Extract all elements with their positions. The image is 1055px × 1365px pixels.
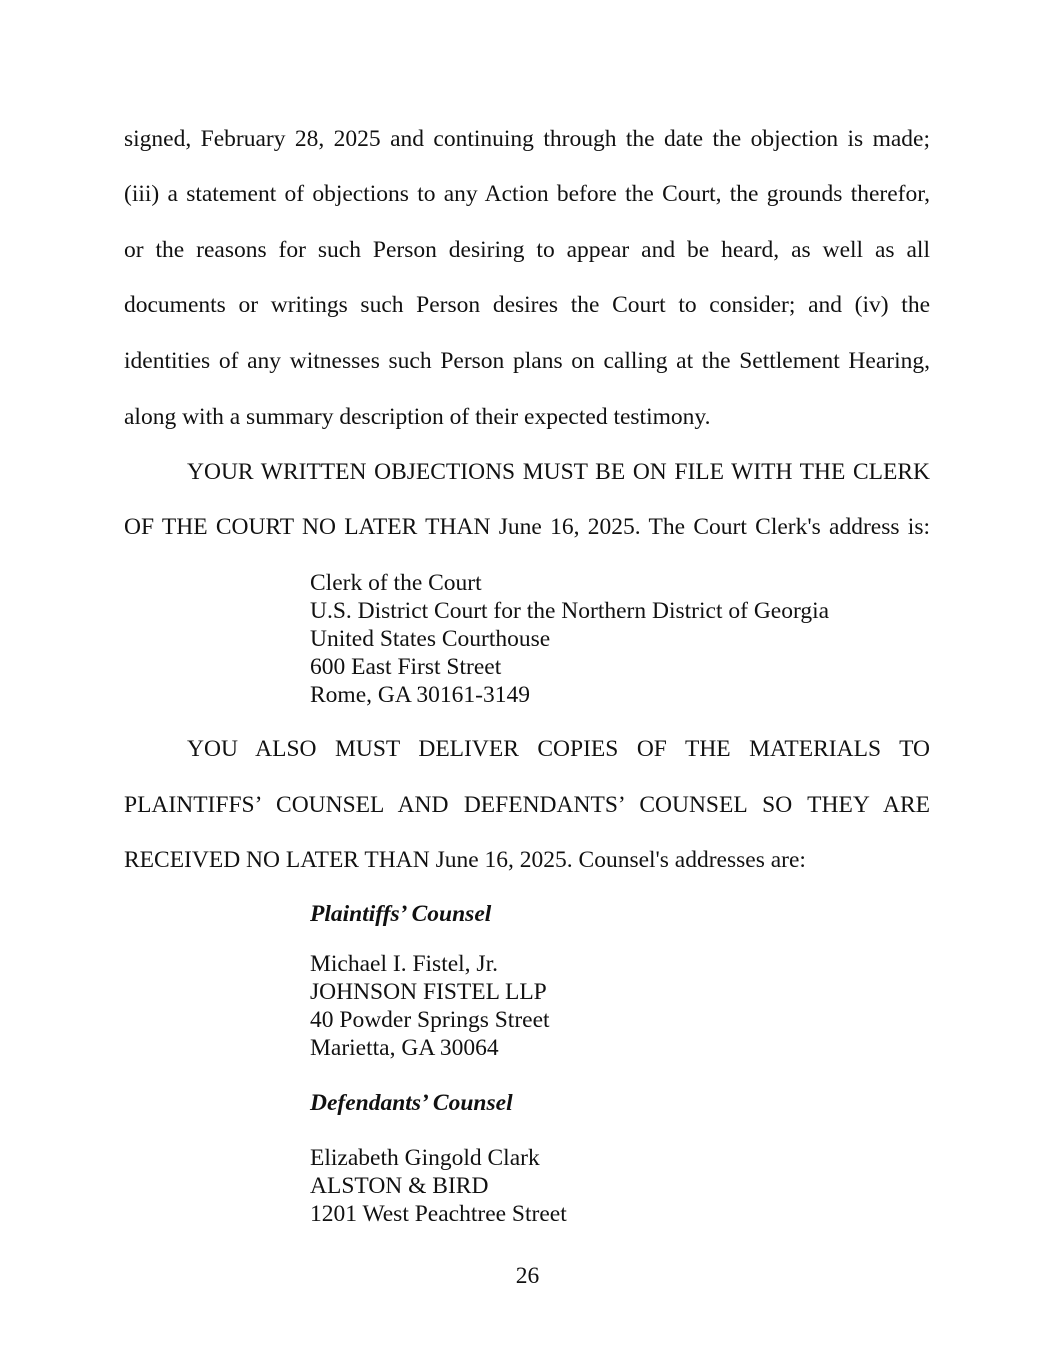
body-line: OF THE COURT NO LATER THAN June 16, 2025. The Court Clerk's address is: [124, 514, 930, 540]
body-line: (iii) a statement of objections to any Action before the Court, the grounds therefor, [124, 181, 930, 207]
address-line: Elizabeth Gingold Clark [310, 1145, 540, 1171]
defendants-counsel-address [310, 1144, 567, 1228]
address-line: JOHNSON FISTEL LLP [310, 979, 547, 1005]
body-line: PLAINTIFFS’ COUNSEL AND DEFENDANTS’ COUNSEL SO THEY ARE [124, 792, 930, 818]
body-line: documents or writings such Person desires the Court to consider; and (iv) the [124, 292, 930, 318]
plaintiffs-counsel-address [310, 950, 550, 1062]
body-line: or the reasons for such Person desiring to appear and be heard, as well as all [124, 237, 930, 263]
clerk-address-block [310, 569, 829, 709]
plaintiffs-counsel-heading: Plaintiffs’ Counsel [310, 901, 492, 927]
address-line: Marietta, GA 30064 [310, 1035, 499, 1061]
defendants-counsel-heading: Defendants’ Counsel [310, 1090, 513, 1116]
address-line: Rome, GA 30161-3149 [310, 682, 530, 708]
address-line: United States Courthouse [310, 626, 551, 652]
address-line: Clerk of the Court [310, 570, 482, 596]
body-line: identities of any witnesses such Person plans on calling at the Settlement Hearing, [124, 348, 930, 374]
body-line: along with a summary description of their expected testimony. [124, 404, 711, 430]
page-number: 26 [515, 1263, 540, 1289]
address-line: ALSTON & BIRD [310, 1173, 489, 1199]
body-line: signed, February 28, 2025 and continuing through the date the objection is made; [124, 126, 930, 152]
address-line: U.S. District Court for the Northern District of Georgia [310, 598, 830, 624]
body-line: YOU ALSO MUST DELIVER COPIES OF THE MATERIALS TO [187, 736, 930, 762]
address-line: 600 East First Street [310, 654, 502, 680]
address-line: Michael I. Fistel, Jr. [310, 951, 498, 977]
body-line: RECEIVED NO LATER THAN June 16, 2025. Counsel's addresses are: [124, 847, 806, 873]
address-line: 1201 West Peachtree Street [310, 1201, 567, 1227]
address-line: 40 Powder Springs Street [310, 1007, 550, 1033]
body-line: YOUR WRITTEN OBJECTIONS MUST BE ON FILE WITH THE CLERK [187, 459, 930, 485]
